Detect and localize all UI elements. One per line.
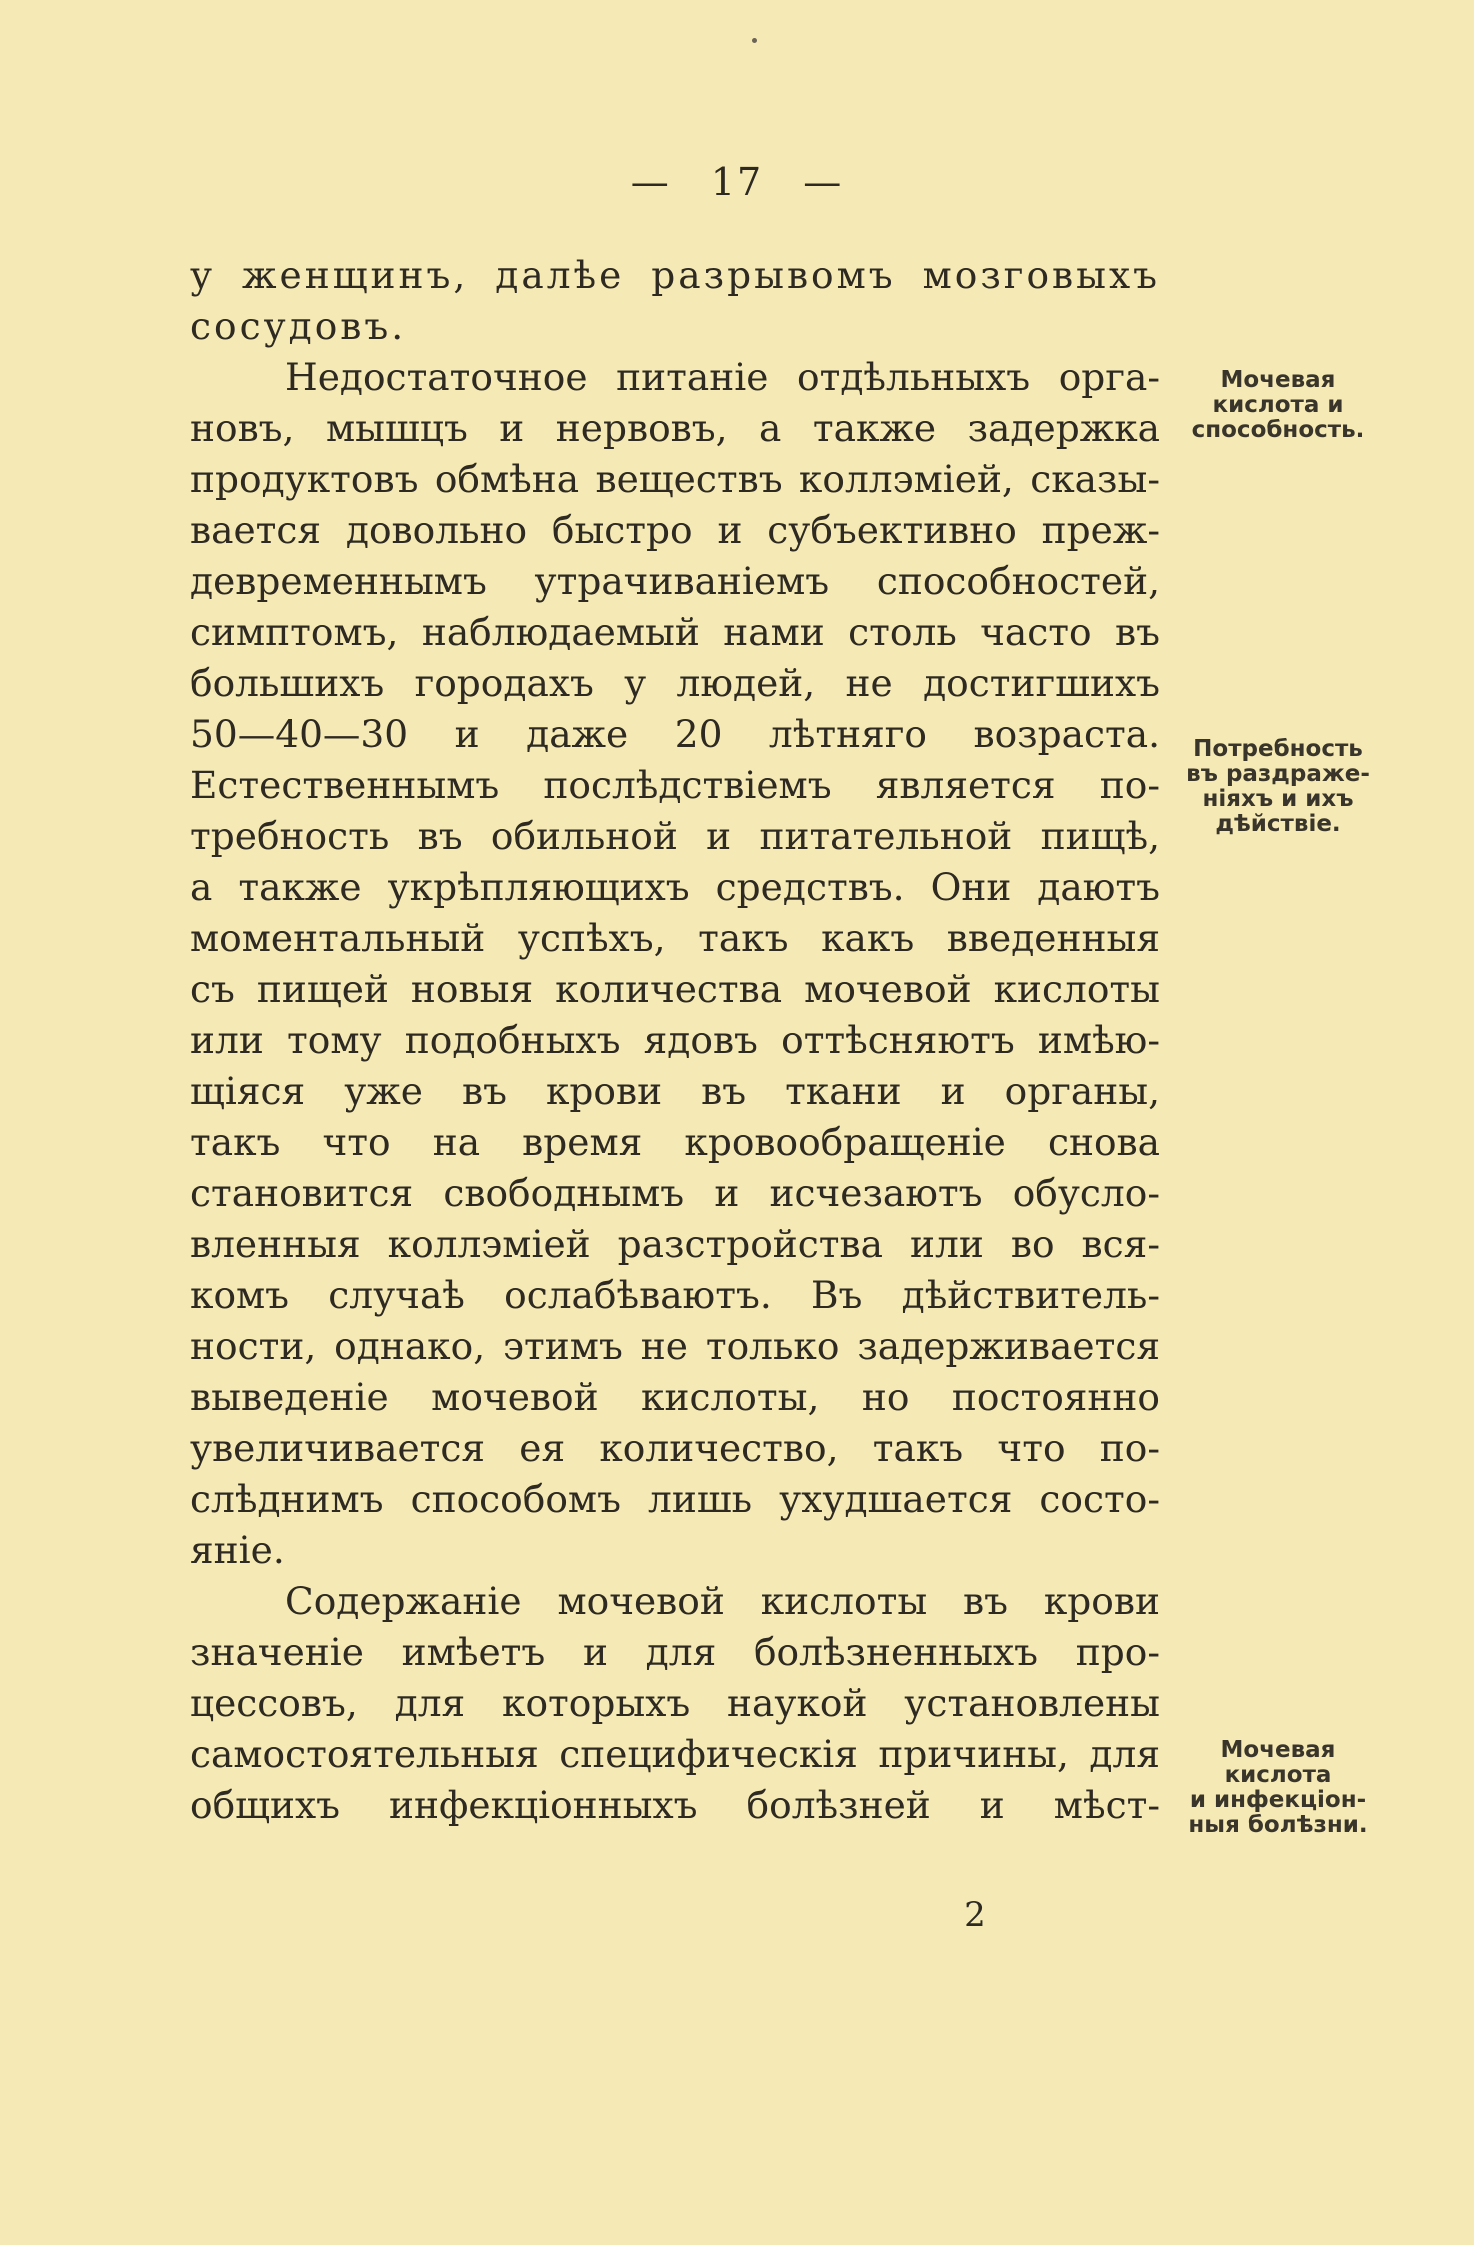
margin-note-line: ніяхъ и ихъ xyxy=(1202,786,1354,812)
margin-note-line: и инфекціон- xyxy=(1189,1787,1367,1813)
text-line: 50—40—30 и даже 20 лѣтняго возраста. xyxy=(190,712,1160,756)
text-line: ности, однако, этимъ не только задерживается xyxy=(190,1324,1160,1368)
text-line: общихъ инфекціонныхъ болѣзней и мѣст- xyxy=(190,1783,1160,1827)
margin-note-line: Потребность xyxy=(1193,736,1363,762)
text-line: вается довольно быстро и субъективно преж- xyxy=(190,508,1160,552)
ink-speck xyxy=(752,38,757,43)
text-line: Недостаточное питаніе отдѣльныхъ орга- xyxy=(285,355,1160,399)
text-line: щіяся уже въ крови въ ткани и органы, xyxy=(190,1069,1160,1113)
text-line: новъ, мышцъ и нервовъ, а также задержка xyxy=(190,406,1160,450)
page-header xyxy=(0,160,1474,204)
text-line: становится свободнымъ и исчезаютъ обусло- xyxy=(190,1171,1160,1215)
header-dash-left: — xyxy=(630,160,671,204)
text-line: комъ случаѣ ослабѣваютъ. Въ дѣйствитель- xyxy=(190,1273,1160,1317)
text-line: продуктовъ обмѣна веществъ коллэміей, сказы- xyxy=(190,457,1160,501)
text-line: вленныя коллэміей разстройства или во вся- xyxy=(190,1222,1160,1266)
margin-note-need-for-stimulants xyxy=(1168,737,1388,837)
margin-note-line: способность. xyxy=(1191,417,1365,443)
margin-note-uric-acid-infectious xyxy=(1168,1738,1388,1838)
margin-note-line: Мочевая xyxy=(1220,1737,1336,1763)
text-line: выведеніе мочевой кислоты, но постоянно xyxy=(190,1375,1160,1419)
margin-note-line: кислота и xyxy=(1212,392,1344,418)
margin-note-line: дѣйствіе. xyxy=(1215,811,1341,837)
margin-note-line: ныя болѣзни. xyxy=(1188,1812,1368,1838)
main-text xyxy=(190,250,1160,1831)
text-line: моментальный успѣхъ, такъ какъ введенныя xyxy=(190,916,1160,960)
text-line: симптомъ, наблюдаемый нами столь часто въ xyxy=(190,610,1160,654)
text-line: Естественнымъ послѣдствіемъ является по- xyxy=(190,763,1160,807)
text-line: или тому подобныхъ ядовъ оттѣсняютъ имѣю- xyxy=(190,1018,1160,1062)
text-line: значеніе имѣетъ и для болѣзненныхъ про- xyxy=(190,1630,1160,1674)
margin-note-line: Мочевая xyxy=(1220,367,1336,393)
margin-note-uric-acid-ability xyxy=(1168,368,1388,443)
text-line: требность въ обильной и питательной пищѣ, xyxy=(190,814,1160,858)
text-line: такъ что на время кровообращеніе снова xyxy=(190,1120,1160,1164)
text-line: цессовъ, для которыхъ наукой установлены xyxy=(190,1681,1160,1725)
text-line: слѣднимъ способомъ лишь ухудшается состо- xyxy=(190,1477,1160,1521)
margin-note-line: кислота xyxy=(1224,1762,1332,1788)
text-line: самостоятельныя специфическія причины, для xyxy=(190,1732,1160,1776)
text-line: сосудовъ. xyxy=(190,304,407,348)
text-line: Содержаніе мочевой кислоты въ крови xyxy=(285,1579,1160,1623)
page-number: 17 xyxy=(710,160,764,204)
text-line: а также укрѣпляющихъ средствъ. Они даютъ xyxy=(190,865,1160,909)
margin-note-line: въ раздраже- xyxy=(1186,761,1370,787)
text-line: съ пищей новыя количества мочевой кислоты xyxy=(190,967,1160,1011)
text-line: большихъ городахъ у людей, не достигшихъ xyxy=(190,661,1160,705)
header-dash-right: — xyxy=(803,160,844,204)
signature-mark: 2 xyxy=(964,1895,986,1935)
text-line: девременнымъ утрачиваніемъ способностей, xyxy=(190,559,1160,603)
text-line: яніе. xyxy=(190,1528,285,1572)
text-line: у женщинъ, далѣе разрывомъ мозговыхъ xyxy=(190,253,1160,297)
text-line: увеличивается ея количество, такъ что по- xyxy=(190,1426,1160,1470)
